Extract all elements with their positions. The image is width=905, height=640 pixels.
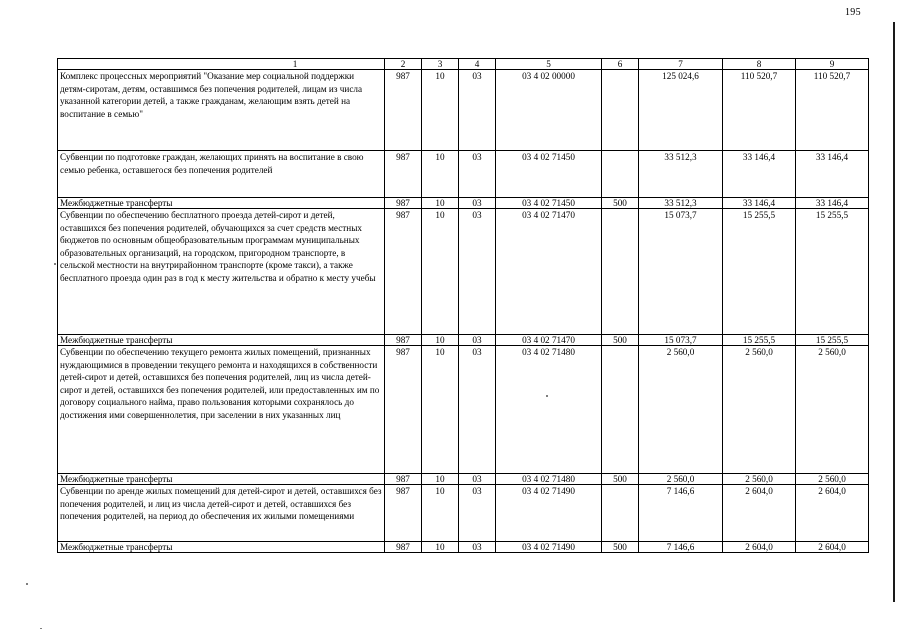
amount-col-8: 2 560,0 (723, 346, 796, 474)
target-article-code: 03 4 02 71490 (496, 542, 602, 553)
table-row (58, 474, 869, 485)
scan-edge-rule (893, 22, 895, 602)
amount-col-8: 15 255,5 (723, 335, 796, 346)
amount-col-8: 33 146,4 (723, 151, 796, 198)
target-article-code: 03 4 02 71450 (496, 151, 602, 198)
amount-col-9: 110 520,7 (796, 70, 869, 151)
amount-col-7: 2 560,0 (639, 474, 723, 485)
table-row (58, 346, 869, 474)
table-row (58, 485, 869, 542)
target-article-code: 03 4 02 71450 (496, 198, 602, 209)
amount-col-7: 33 512,3 (639, 198, 723, 209)
section-code: 10 (422, 485, 459, 542)
expense-type-code: 500 (602, 474, 639, 485)
subsection-code: 03 (459, 346, 496, 474)
header-cell: 8 (723, 59, 796, 70)
target-article-code: 03 4 02 71470 (496, 335, 602, 346)
amount-col-8: 33 146,4 (723, 198, 796, 209)
amount-col-7: 2 560,0 (639, 346, 723, 474)
subsection-code: 03 (459, 485, 496, 542)
amount-col-7: 125 024,6 (639, 70, 723, 151)
table-row (58, 198, 869, 209)
section-code: 10 (422, 542, 459, 553)
amount-col-8: 2 560,0 (723, 474, 796, 485)
amount-col-9: 2 560,0 (796, 346, 869, 474)
row-name: Межбюджетные трансферты (58, 542, 385, 553)
amount-col-9: 15 255,5 (796, 335, 869, 346)
amount-col-7: 33 512,3 (639, 151, 723, 198)
table-row (58, 542, 869, 553)
row-name: Субвенции по обеспечению текущего ремонта жилых помещений, признанных нуждающимися в проведении текущего ремонта и находящихся в собственности детей-сирот и детей, оставшихся без попечения родителей, лиц из числа детей-сирот и детей, оставшихся без попечения родителей, или предоставленных им по договору социального найма, право пользования которыми сохранялось до достижения ими совершеннолетия, при заселении в них указанных лиц (58, 346, 385, 474)
expense-type-code (602, 70, 639, 151)
amount-col-8: 2 604,0 (723, 485, 796, 542)
table-row (58, 209, 869, 335)
amount-col-9: 2 560,0 (796, 474, 869, 485)
expense-type-code: 500 (602, 198, 639, 209)
section-code: 10 (422, 209, 459, 335)
amount-col-8: 2 604,0 (723, 542, 796, 553)
grbs-code: 987 (385, 335, 422, 346)
budget-table (57, 58, 869, 553)
header-cell: 5 (496, 59, 602, 70)
header-cell: 7 (639, 59, 723, 70)
table-row (58, 151, 869, 198)
row-name: Комплекс процессных мероприятий "Оказание мер социальной поддержки детям-сиротам, детям, оставшимся без попечения родителей, лицам из числа указанной категории детей, а также гражданам, желающим взять детей на воспитание в семью" (58, 70, 385, 151)
scan-speck (40, 628, 42, 629)
subsection-code: 03 (459, 70, 496, 151)
row-name: Субвенции по подготовке граждан, желающих принять на воспитание в свою семью ребенка, оставшегося без попечения родителей (58, 151, 385, 198)
subsection-code: 03 (459, 209, 496, 335)
amount-col-8: 15 255,5 (723, 209, 796, 335)
expense-type-code: 500 (602, 542, 639, 553)
section-code: 10 (422, 474, 459, 485)
section-code: 10 (422, 198, 459, 209)
section-code: 10 (422, 70, 459, 151)
grbs-code: 987 (385, 70, 422, 151)
amount-col-9: 2 604,0 (796, 485, 869, 542)
amount-col-7: 7 146,6 (639, 542, 723, 553)
grbs-code: 987 (385, 474, 422, 485)
target-article-code: 03 4 02 71480 (496, 474, 602, 485)
subsection-code: 03 (459, 151, 496, 198)
amount-col-9: 33 146,4 (796, 151, 869, 198)
expense-type-code (602, 209, 639, 335)
amount-col-7: 7 146,6 (639, 485, 723, 542)
section-code: 10 (422, 346, 459, 474)
amount-col-9: 33 146,4 (796, 198, 869, 209)
table-row (58, 70, 869, 151)
grbs-code: 987 (385, 485, 422, 542)
row-name: Субвенции по обеспечению бесплатного проезда детей-сирот и детей, оставшихся без попечения родителей, обучающихся за счет средств местных бюджетов по основным общеобразовательным программам муниципальных образовательных организаций, на городском, пригородном транспорте, в сельской местности на внутрирайонном транспорте (кроме такси), а также бесплатного проезда один раз в год к месту жительства и обратно к месту учебы (58, 209, 385, 335)
subsection-code: 03 (459, 474, 496, 485)
scan-speck (54, 263, 56, 265)
amount-col-9: 2 604,0 (796, 542, 869, 553)
header-cell: 3 (422, 59, 459, 70)
header-cell: 2 (385, 59, 422, 70)
page-number: 195 (845, 7, 861, 18)
amount-col-7: 15 073,7 (639, 209, 723, 335)
section-code: 10 (422, 151, 459, 198)
header-cell: 6 (602, 59, 639, 70)
row-name: Субвенции по аренде жилых помещений для детей-сирот и детей, оставшихся без попечения родителей, и лиц из числа детей-сирот и детей, оставшихся без попечения родителей, на период до обеспечения их жилыми помещениями (58, 485, 385, 542)
header-cell: 4 (459, 59, 496, 70)
row-name: Межбюджетные трансферты (58, 474, 385, 485)
subsection-code: 03 (459, 542, 496, 553)
header-cell: 9 (796, 59, 869, 70)
header-cell: 1 (58, 59, 385, 70)
grbs-code: 987 (385, 209, 422, 335)
target-article-code: 03 4 02 71490 (496, 485, 602, 542)
amount-col-9: 15 255,5 (796, 209, 869, 335)
row-name: Межбюджетные трансферты (58, 198, 385, 209)
amount-col-7: 15 073,7 (639, 335, 723, 346)
target-article-code: 03 4 02 71470 (496, 209, 602, 335)
table-row (58, 335, 869, 346)
expense-type-code: 500 (602, 335, 639, 346)
row-name: Межбюджетные трансферты (58, 335, 385, 346)
grbs-code: 987 (385, 198, 422, 209)
grbs-code: 987 (385, 346, 422, 474)
grbs-code: 987 (385, 542, 422, 553)
section-code: 10 (422, 335, 459, 346)
header-row (58, 59, 869, 70)
scan-speck (26, 583, 28, 585)
target-article-code: 03 4 02 00000 (496, 70, 602, 151)
target-article-code: 03 4 02 71480 (496, 346, 602, 474)
subsection-code: 03 (459, 335, 496, 346)
grbs-code: 987 (385, 151, 422, 198)
expense-type-code (602, 485, 639, 542)
subsection-code: 03 (459, 198, 496, 209)
amount-col-8: 110 520,7 (723, 70, 796, 151)
expense-type-code (602, 151, 639, 198)
expense-type-code (602, 346, 639, 474)
